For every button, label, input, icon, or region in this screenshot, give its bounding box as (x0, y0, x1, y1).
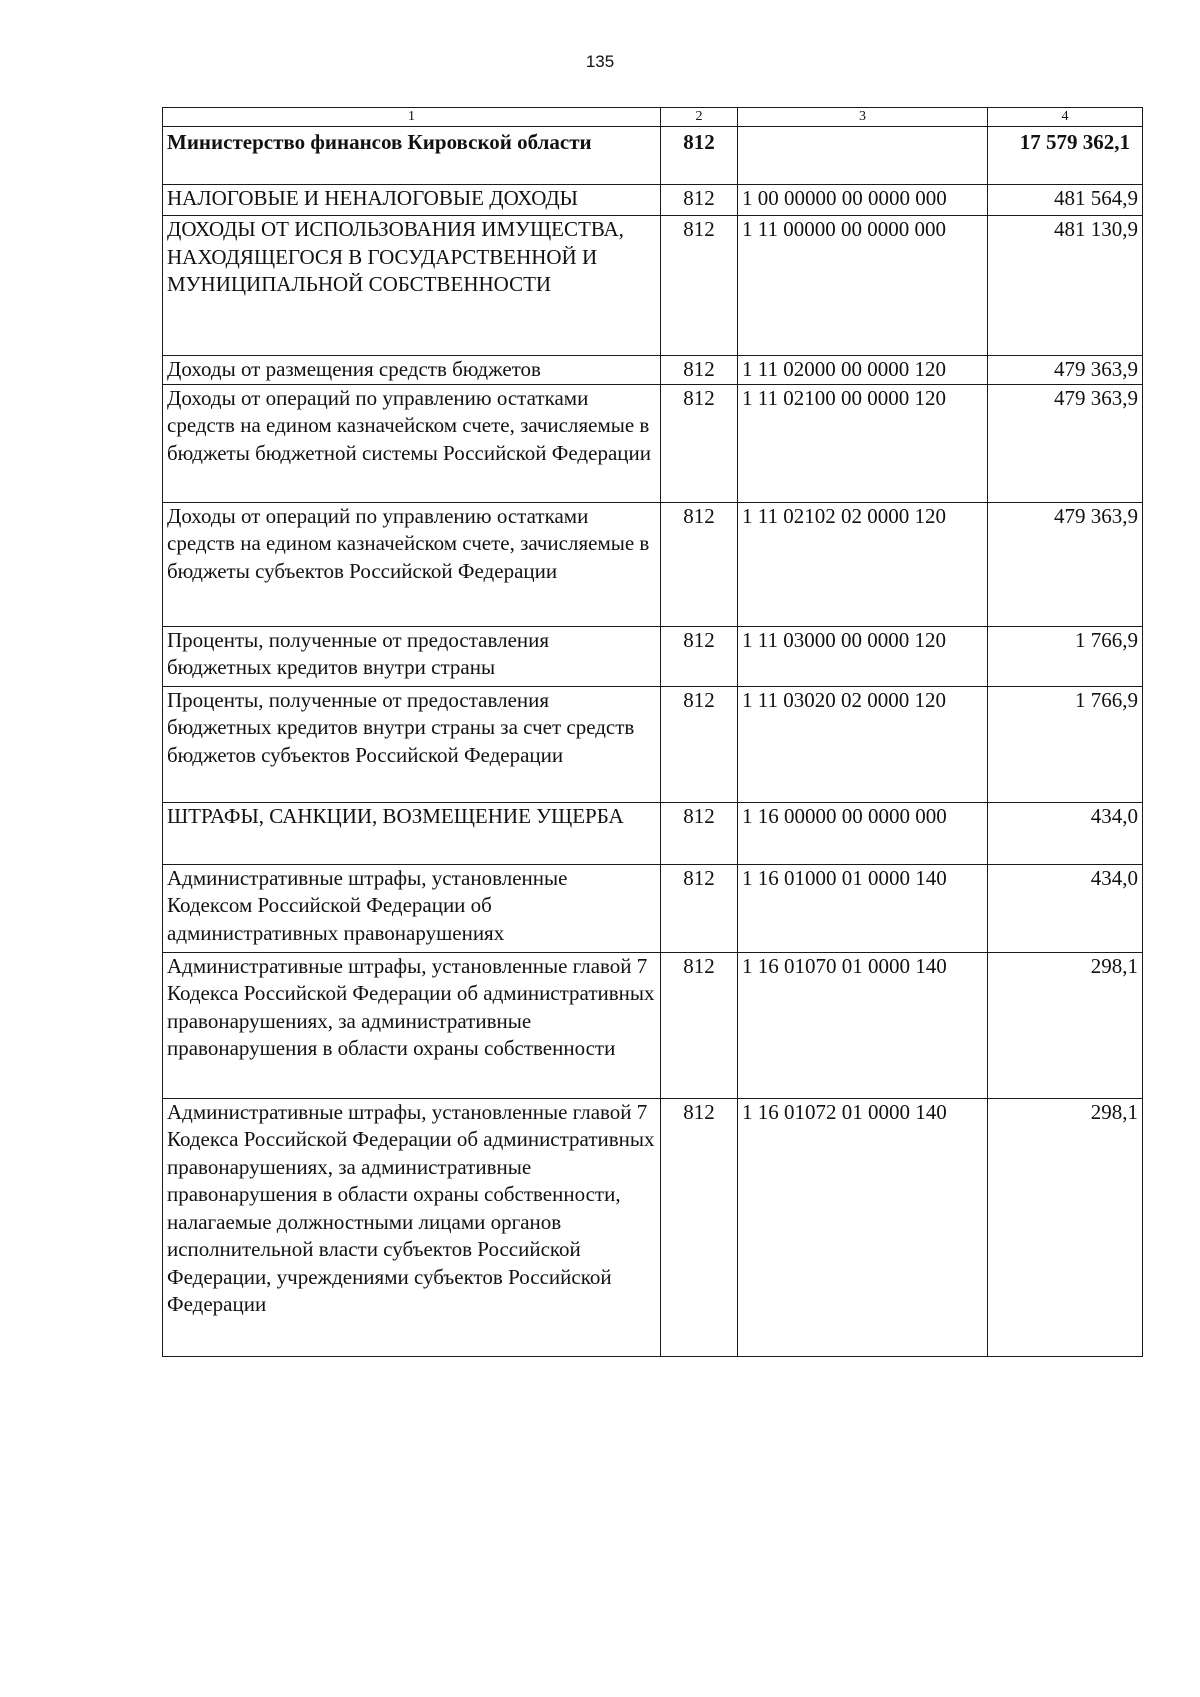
cell-name: Проценты, полученные от предоставления бюджетных кредитов внутри страны (163, 626, 661, 686)
cell-kbk: 1 11 02000 00 0000 120 (738, 356, 988, 385)
cell-kbk: 1 11 03000 00 0000 120 (738, 626, 988, 686)
cell-name: Проценты, полученные от предоставления бюджетных кредитов внутри страны за счет средств бюджетов субъектов Российской Федерации (163, 686, 661, 802)
table-row (163, 356, 1143, 385)
cell-name: ДОХОДЫ ОТ ИСПОЛЬЗОВАНИЯ ИМУЩЕСТВА, НАХОДЯЩЕГОСЯ В ГОСУДАРСТВЕННОЙ И МУНИЦИПАЛЬНОЙ СОБСТВЕННОСТИ (163, 216, 661, 356)
cell-code: 812 (661, 356, 738, 385)
cell-kbk (738, 127, 988, 185)
cell-kbk: 1 11 00000 00 0000 000 (738, 216, 988, 356)
cell-name: Доходы от операций по управлению остатками средств на едином казначейском счете, зачисляемые в бюджеты субъектов Российской Федерации (163, 502, 661, 626)
cell-sum: 479 363,9 (988, 502, 1143, 626)
cell-name: Административные штрафы, установленные Кодексом Российской Федерации об административных правонарушениях (163, 864, 661, 952)
cell-name: Министерство финансов Кировской области (163, 127, 661, 185)
cell-name: Административные штрафы, установленные главой 7 Кодекса Российской Федерации об административных правонарушениях, за административные правонарушения в области охраны собственности (163, 952, 661, 1098)
page-number: 135 (585, 52, 615, 71)
cell-sum: 17 579 362,1 (988, 127, 1143, 185)
cell-code: 812 (661, 185, 738, 216)
cell-sum: 479 363,9 (988, 384, 1143, 502)
cell-code: 812 (661, 864, 738, 952)
cell-sum: 434,0 (988, 802, 1143, 864)
cell-kbk: 1 16 01070 01 0000 140 (738, 952, 988, 1098)
cell-kbk: 1 16 01000 01 0000 140 (738, 864, 988, 952)
table-row (163, 216, 1143, 356)
cell-sum: 298,1 (988, 952, 1143, 1098)
table-row (163, 185, 1143, 216)
cell-name: Административные штрафы, установленные главой 7 Кодекса Российской Федерации об административных правонарушениях, за административные правонарушения в области охраны собственности, налагаемые должностными лицами органов исполнительной власти субъектов Российской Федерации, учреждениями субъектов Российской Федерации (163, 1098, 661, 1356)
table-row (163, 952, 1143, 1098)
table-row (163, 802, 1143, 864)
cell-sum: 479 363,9 (988, 356, 1143, 385)
column-header: 3 (738, 108, 988, 127)
cell-sum: 1 766,9 (988, 626, 1143, 686)
table-row-ministry (163, 127, 1143, 185)
cell-code: 812 (661, 1098, 738, 1356)
table-row (163, 502, 1143, 626)
cell-code: 812 (661, 216, 738, 356)
cell-name: Доходы от размещения средств бюджетов (163, 356, 661, 385)
cell-code: 812 (661, 626, 738, 686)
cell-name: ШТРАФЫ, САНКЦИИ, ВОЗМЕЩЕНИЕ УЩЕРБА (163, 802, 661, 864)
cell-kbk: 1 11 03020 02 0000 120 (738, 686, 988, 802)
budget-table (162, 107, 1143, 1357)
cell-kbk: 1 16 00000 00 0000 000 (738, 802, 988, 864)
cell-sum: 434,0 (988, 864, 1143, 952)
cell-kbk: 1 11 02102 02 0000 120 (738, 502, 988, 626)
cell-name: Доходы от операций по управлению остатками средств на едином казначейском счете, зачисляемые в бюджеты бюджетной системы Российской Федерации (163, 384, 661, 502)
cell-code: 812 (661, 952, 738, 1098)
table-row (163, 384, 1143, 502)
table-body (163, 127, 1143, 1357)
table-row (163, 686, 1143, 802)
cell-name: НАЛОГОВЫЕ И НЕНАЛОГОВЫЕ ДОХОДЫ (163, 185, 661, 216)
cell-code: 812 (661, 502, 738, 626)
cell-code: 812 (661, 127, 738, 185)
table-row (163, 1098, 1143, 1356)
cell-sum: 481 564,9 (988, 185, 1143, 216)
table-row (163, 626, 1143, 686)
cell-code: 812 (661, 802, 738, 864)
column-header-row (163, 108, 1143, 127)
cell-kbk: 1 11 02100 00 0000 120 (738, 384, 988, 502)
column-header: 2 (661, 108, 738, 127)
cell-code: 812 (661, 384, 738, 502)
column-header: 1 (163, 108, 661, 127)
column-header: 4 (988, 108, 1143, 127)
cell-kbk: 1 00 00000 00 0000 000 (738, 185, 988, 216)
cell-kbk: 1 16 01072 01 0000 140 (738, 1098, 988, 1356)
cell-sum: 1 766,9 (988, 686, 1143, 802)
table-row (163, 864, 1143, 952)
cell-code: 812 (661, 686, 738, 802)
cell-sum: 481 130,9 (988, 216, 1143, 356)
cell-sum: 298,1 (988, 1098, 1143, 1356)
